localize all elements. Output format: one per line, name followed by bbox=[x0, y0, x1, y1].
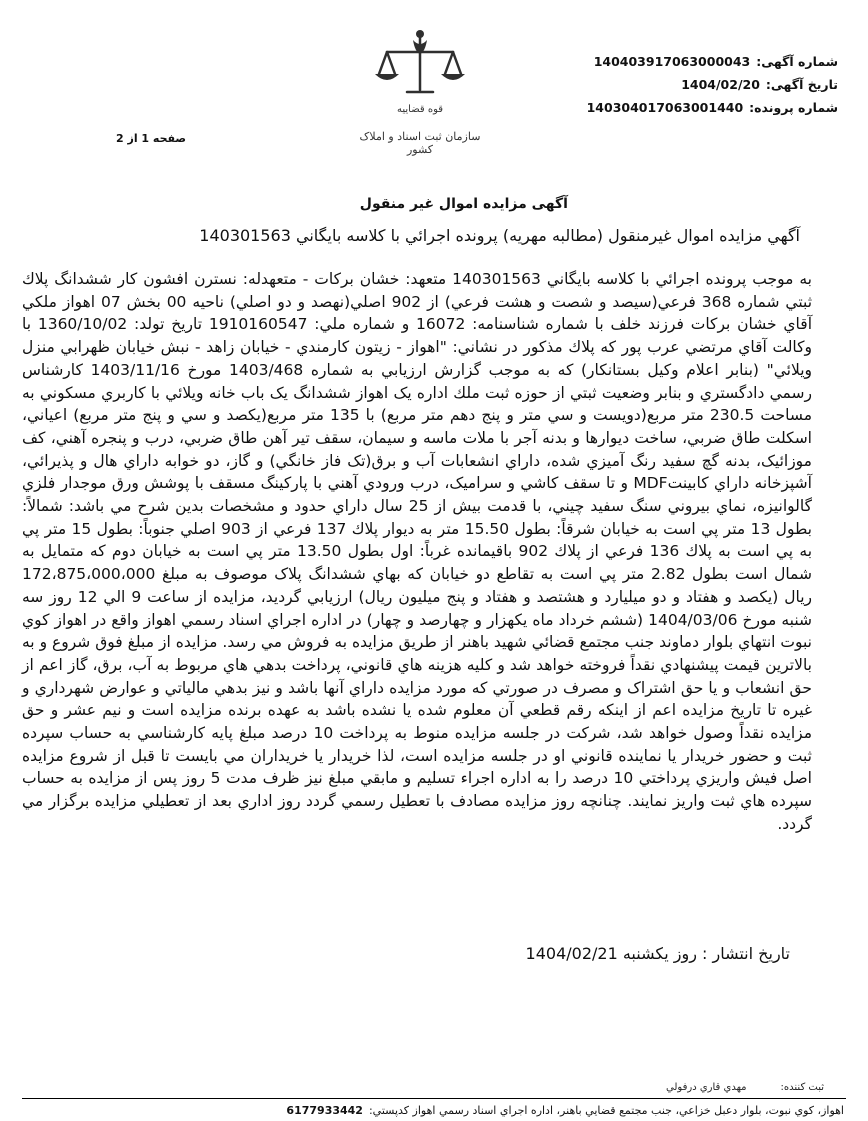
ad-date-label: تاریخ آگهی: bbox=[765, 77, 838, 92]
ad-date-row bbox=[587, 73, 838, 96]
document-meta bbox=[587, 50, 838, 119]
footer-divider bbox=[22, 1098, 846, 1099]
publication-date: تاريخ انتشار : روز يكشنبه 1404/02/21 bbox=[525, 944, 790, 963]
file-number-label: شماره پرونده: bbox=[749, 100, 838, 115]
file-number-row bbox=[587, 96, 838, 119]
footer-address bbox=[286, 1104, 844, 1117]
ad-number-label: شماره آگهی: bbox=[756, 54, 838, 69]
file-number: 140304017063001440 bbox=[586, 100, 744, 115]
ad-date: 1404/02/20 bbox=[681, 77, 760, 92]
page-title: آگهی مزایده اموال غیر منقول bbox=[359, 196, 568, 212]
registrar bbox=[666, 1082, 824, 1093]
registrar-label: ثبت کننده: bbox=[780, 1082, 824, 1093]
emblem-line1: قوه قضاییه bbox=[396, 104, 444, 115]
page-indicator: صفحه 1 از 2 bbox=[116, 132, 187, 145]
judiciary-emblem bbox=[355, 22, 485, 156]
postal-code: 6177933442 bbox=[286, 1104, 363, 1117]
address-text: اهواز، كوي نبوت، بلوار دعبل خزاعي، جنب مجتمع قضايي باهنر، اداره اجراي اسناد رسمي اهواز كدپستي: bbox=[368, 1104, 844, 1117]
notice-body: به موجب پرونده اجرائي با كلاسه بايگاني 140301563 متعهد: خشان بركات - متعهدله: نسترن افشون كار ششدانگ پلاك ثبتي شماره 368 فرعي(سيصد و شصت و هشت فرعي) از 902 اصلي(نهصد و دو اصلي) ناحيه 00 بخش 07 اهواز ملكي آقاي خشان بركات فرزند خلف با شماره شناسنامه: 16072 و شماره ملي: 1910160547 تاريخ تولد: 1360/10/02 با وكالت آقاي مرتضي عرب پور كه پلاك مذكور در نشاني: "اهواز - زيتون كارمندي - خيابان زاهد - نبش خيابان ظهرابي منزل ويلائي" (بنابر اعلام وكيل بستانكار) كه به موجب گزارش ارزيابي به شماره 1403/468 مورخ 1403/11/16 كارشناس رسمي دادگستري و بنابر وضعيت ثبتي از حوزه ثبت ملك اداره يک اهواز ششدانگ يک باب خانه ويلائي با كاربري مسكوني به مساحت 230.5 متر مربع(دويست و سي متر و پنج دهم متر مربع) با 135 متر مربع(يكصد و سي و پنج متر مربع) اعياني، اسكلت طاق ضربي، ساخت ديوارها و بدنه آجر با ملات ماسه و سيمان، سقف تير آهن طاق ضربي، درب و پنجره آهني، كف موزائيک، بدنه گچ سفيد رنگ آميزي شده، داراي انشعابات آب و برق(تک فاز خانگي) و گاز، دو خوابه داراي هال و پذيرائي، آشپزخانه داراي كابينتMDF و تا سقف كاشي و سراميک، درب ورودي آهني با پاركينگ مسقف با پوشش ورق موجدار فلزي گالوانيزه، نماي بيروني سنگ سفيد چيني، با قدمت بيش از 25 سال داراي حدود و مشخصات بدين شرح مي باشد: شمالاً: بطول 13 متر پي است به خيابان شرقاً: بطول 15.50 متر به ديوار پلاك 137 فرعي از 903 اصلي جنوباً: بطول 15 متر پي به پي است به پلاك 136 فرعي از پلاك 902 باقيمانده غرباً: اول بطول 13.50 متر پي است به خيابان دوم كه متمايل به شمال است بطول 2.82 متر پي است به تقاطع دو خيابان كه بهاي ششدانگ پلاک موصوف به مبلغ 172،875،000،000 ريال (يكصد و هفتاد و دو ميليارد و هشتصد و هفتاد و پنج ميليون ريال) ارزيابي گرديد، مزايده از ساعت 9 الي 12 روز سه شنبه مورخ 1404/03/06 (ششم خرداد ماه يكهزار و چهارصد و چهار) در اداره اجراي اسناد رسمي اهواز واقع در اهواز كوي نبوت انتهاي بلوار دماوند جنب مجتمع قضائي شهيد باهنر از طريق مزايده به فروش مي رسد. مزايده از مبلغ فوق شروع و به بالاترين قيمت پيشنهادي نقداً فروخته خواهد شد و كليه هزينه هاي قانوني، پرداخت بدهي هاي مربوط به آب، برق، گاز اعم از حق انشعاب و يا حق اشتراک و مصرف در صورتي كه مورد مزايده داراي آنها باشد و نيز بدهي مالياتي و عوارض شهرداري و غيره تا تاريخ مزايده اعم از اينكه رقم قطعي آن معلوم شده يا نشده باشد به عهده برنده مزايده است و نيم عشر و حق مزايده نقداً وصول خواهد شد، شركت در جلسه مزايده منوط به پرداخت 10 درصد مبلغ پايه كارشناسي به حساب سپرده ثبت و حضور خريدار يا نماينده قانوني او در جلسه مزايده است، لذا خريدار يا خريداران مي بايست تا قبل از شروع مزايده اصل فيش واريزي پرداختي 10 درصد را به اداره اجراء تسليم و مابقي مبلغ نيز ظرف مدت 5 روز پس از مزايده به حساب سپرده هاي ثبت واريز نمايند. چنانچه روز مزايده مصادف با تعطيل رسمي گردد روز اداري بعد از تعطيلي مزايده برگزار مي گردد. bbox=[22, 270, 813, 833]
ad-number-row bbox=[587, 50, 838, 73]
page-subtitle: آگهي مزايده اموال غيرمنقول (مطالبه مهريه) پرونده اجرائي با كلاسه بايگاني 140301563 bbox=[199, 226, 800, 245]
emblem-line2: سازمان ثبت اسناد و املاک کشور bbox=[359, 130, 481, 156]
registrar-name: مهدي قاري درفولي bbox=[666, 1082, 747, 1093]
ad-number: 140403917063000043 bbox=[593, 54, 751, 69]
